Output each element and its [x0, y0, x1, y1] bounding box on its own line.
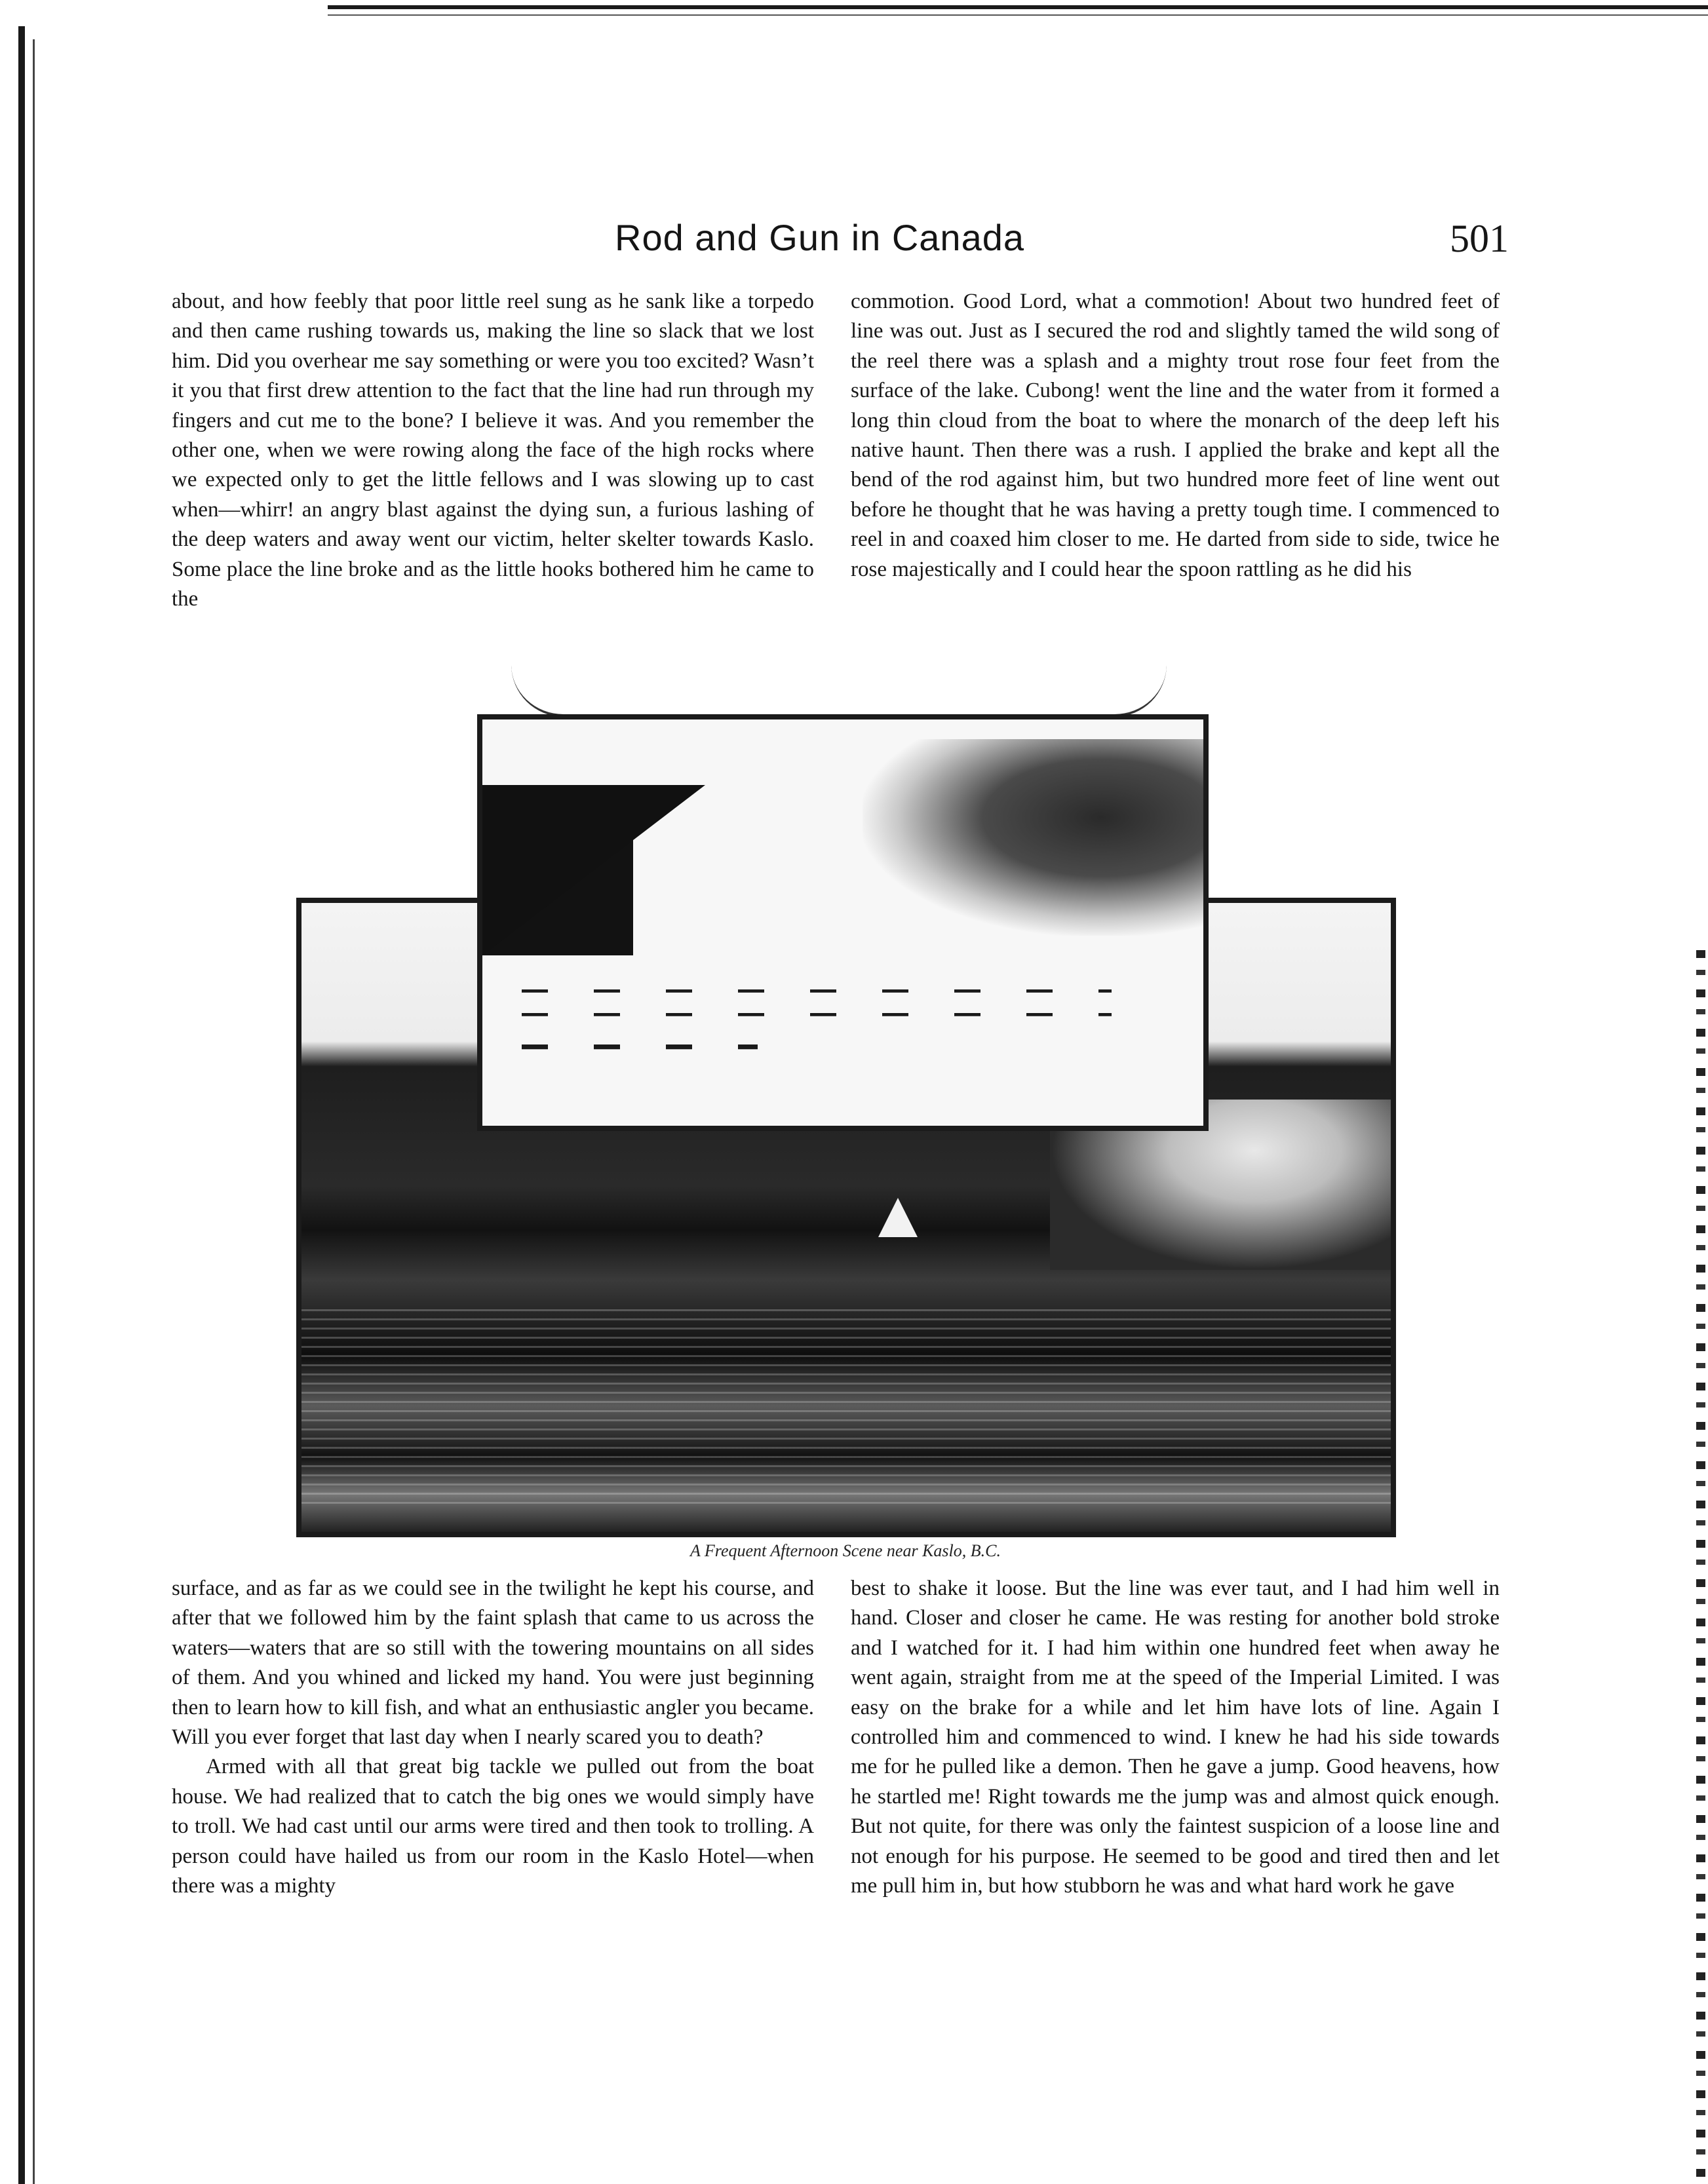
page-header [0, 216, 1708, 269]
column-bottom-right [851, 1574, 1500, 1901]
top-rule [328, 5, 1708, 9]
column-bottom-left [172, 1574, 814, 1901]
binding-edge [18, 26, 25, 2184]
top-rule-thin [328, 14, 1708, 16]
paragraph: Armed with all that great big tackle we pulled out from the boat house. We had realized that to catch the big ones we would simply have to troll. We had cast until our arms were tired and then took to trolling. A person could have hailed us from our room in the Kaslo Hotel—when there was a mighty [172, 1755, 814, 1898]
decorative-scroll [511, 642, 1167, 717]
sailboat-shape [878, 1198, 918, 1237]
right-scan-edge [1696, 950, 1705, 2184]
paragraph: about, and how feebly that poor little reel sung as he sank like a torpedo and then came rushing towards us, making the line so slack that we lost him. Did you overhear me say something or were you too excited? Wasn’t it you that first drew attention to the fact that the line had run through my fingers and cut me to the bone? I believe it was. And you remember the other one, when we were rowing along the face of the high rocks where we expected only to get the little fellows and I was slowing up to cast when—whirr! an angry blast against the dying sun, a furious lashing of the deep waters and away went our victim, helter skelter towards Kaslo. Some place the line broke and as the little hooks bothered him he came to the [172, 290, 814, 611]
paragraph: best to shake it loose. But the line was ever taut, and I had him well in hand. Closer and closer he came. He was resting for another bold stroke and I watched for it. I had him within one hundred feet when away he went again, straight from me at the speed of the Imperial Limited. I was easy on the brake for a while and let him have lots of line. Again I controlled him and commenced to wind. I knew he had his side towards me for he pulled like a demon. Then he gave a jump. Good heavens, how he startled me! Right towards me the jump was and almost quick enough. But not quite, for there was only the faintest suspicion of a loose line and not enough for his purpose. He seemed to be good and tired then and let me pull him in, but how stubborn he was and what hard work he gave [851, 1577, 1500, 1898]
figure-caption: A Frequent Afternoon Scene near Kaslo, B.C. [690, 1541, 1001, 1560]
binding-edge-thin [33, 39, 35, 2184]
page-number: 501 [1450, 217, 1509, 260]
figure [288, 642, 1403, 1573]
paragraph: surface, and as far as we could see in the twilight he kept his course, and after that we followed him by the faint splash that came to us across the waters—waters that are so still with the towering mountains on all sides of them. And you whined and licked my hand. You were just beginning then to learn how to kill fish, and what an enthusiastic angler you became. Will you ever forget that last day when I nearly scared you to death? [172, 1577, 814, 1750]
paragraph: commotion. Good Lord, what a commotion! About two hundred feet of line was out. Just as I secured the rod and slightly tamed the wild song of the reel there was a splash and a mighty trout rose four feet from the surface of the lake. Cubong! went the line and the water from it formed a long thin cloud from the boat to where the monarch of the deep left his native haunt. Then there was a rush. I applied the brake and kept all the bend of the rod against him, but two hundred more feet of line went out before he thought that he was having a pretty tough time. I commenced to reel in and coaxed him closer to me. He darted from side to side, twice he rose majestically and I could hear the spoon rattling as he did his [851, 290, 1500, 581]
water-texture [301, 1309, 1391, 1506]
hill-slope-left [482, 785, 705, 955]
boats-shape [522, 982, 1112, 1060]
column-top-right [851, 287, 1500, 584]
lake-photo-inset [477, 714, 1209, 1131]
column-top-left [172, 287, 814, 614]
hill-shape-right [863, 739, 1203, 936]
running-title: Rod and Gun in Canada [615, 217, 1024, 258]
